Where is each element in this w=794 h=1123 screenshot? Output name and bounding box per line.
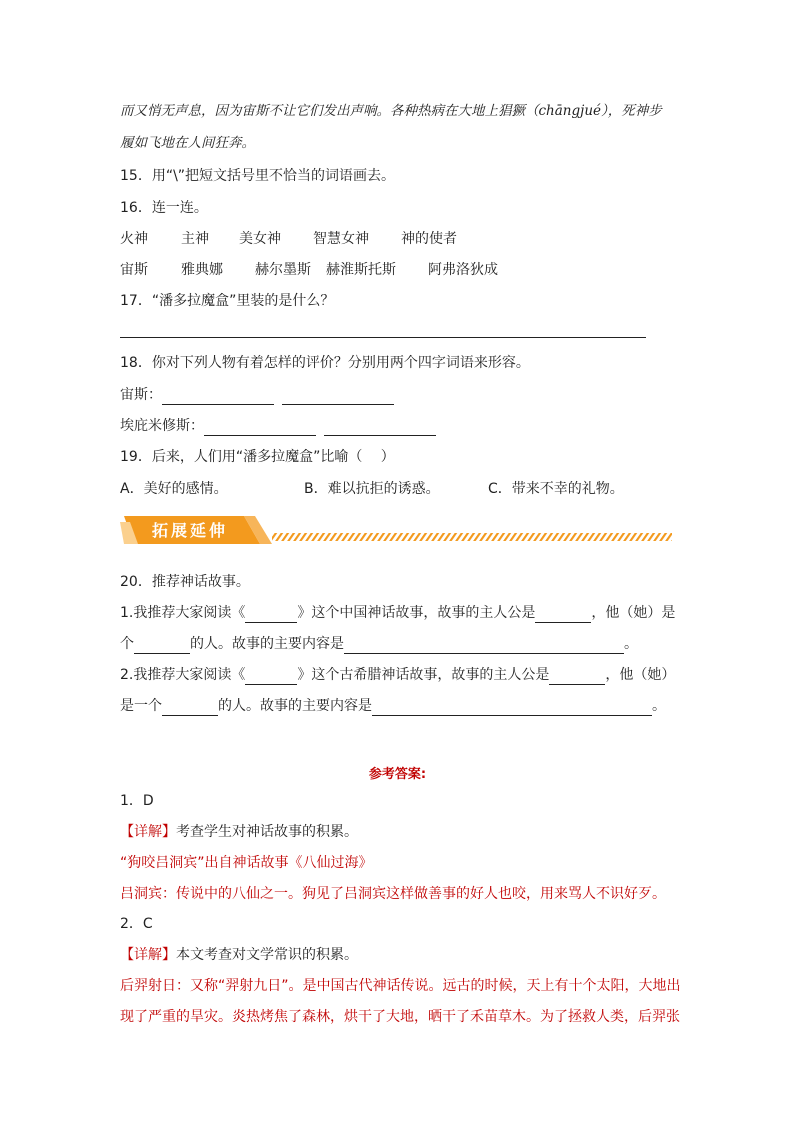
detail-2-line-2: 后羿射日：又称“羿射九日”。是中国古代神话传说。远古的时候，天上有十个太阳，大地出 [120, 978, 681, 994]
detail-1-line-2: “狗咬吕洞宾”出自神话故事《八仙过海》 [120, 855, 373, 871]
option-b[interactable]: B．难以抗拒的诱惑。 [304, 481, 440, 497]
question-16: 16．连一连。 [120, 200, 208, 216]
option-a[interactable]: A．美好的感情。 [120, 481, 228, 497]
match-item[interactable]: 阿弗洛狄成 [428, 262, 498, 278]
detail-2: 【详解】本文考查对文学常识的积累。 [120, 947, 358, 963]
answer-blank[interactable] [245, 669, 297, 685]
question-18: 18．你对下列人物有着怎样的评价？分别用两个四字词语来形容。 [120, 355, 530, 371]
answer-blank[interactable] [245, 607, 297, 623]
answer-blank[interactable] [344, 638, 624, 654]
answer-blank[interactable] [324, 420, 436, 436]
match-item[interactable]: 主神 [181, 231, 209, 247]
match-row-2 [120, 260, 498, 280]
match-item[interactable]: 美女神 [239, 231, 281, 247]
match-row-1 [120, 229, 457, 249]
answer-blank[interactable] [162, 700, 218, 716]
match-item[interactable]: 雅典娜 [181, 262, 223, 278]
answer-blank[interactable] [134, 638, 190, 654]
detail-2-line-3: 现了严重的旱灾。炎热烤焦了森林，烘干了大地，晒干了禾苗草木。为了拯救人类，后羿张 [120, 1009, 680, 1025]
passage-line-1: 而又悄无声息，因为宙斯不让它们发出声响。各种热病在大地上猖獗（chāngjué），死神步 [120, 103, 662, 119]
zeus-label: 宙斯： [120, 387, 162, 403]
epimetheus-label: 埃庇米修斯： [120, 418, 204, 434]
answer-blank[interactable] [162, 389, 274, 405]
q20-item-1-line-2: 个 的人。故事的主要内容是 。 [120, 636, 638, 652]
question-17: 17．“潘多拉魔盒”里装的是什么？ [120, 293, 335, 309]
q20-item-2-line-2: 是一个 的人。故事的主要内容是 。 [120, 698, 666, 714]
answers-title: 参考答案: [368, 767, 427, 782]
match-item[interactable]: 宙斯 [120, 262, 148, 278]
q20-item-2-line-1: 2.我推荐大家阅读《 》这个古希腊神话故事，故事的主人公是 ，他（她） [120, 667, 676, 683]
question-19: 19．后来，人们用“潘多拉魔盒”比喻（ ） [120, 449, 395, 465]
banner-title: 拓展延伸 [151, 521, 229, 540]
q19-options [120, 479, 624, 499]
answer-1: 1．D [120, 793, 154, 809]
passage-line-2: 履如飞地在人间狂奔。 [120, 135, 255, 151]
answer-blank[interactable] [549, 669, 605, 685]
epimetheus-row [120, 416, 436, 436]
match-item[interactable]: 火神 [120, 231, 148, 247]
detail-1-line-3: 吕洞宾：传说中的八仙之一。狗见了吕洞宾这样做善事的好人也咬，用来骂人不识好歹。 [120, 886, 666, 902]
detail-tag: 【详解】 [120, 947, 176, 963]
detail-1: 【详解】考查学生对神话故事的积累。 [120, 824, 358, 840]
answer-blank[interactable] [535, 607, 591, 623]
detail-tag: 【详解】 [120, 824, 176, 840]
answer-2: 2．C [120, 916, 153, 932]
question-15: 15．用“\”把短文括号里不恰当的词语画去。 [120, 168, 396, 184]
zeus-row [120, 385, 394, 405]
question-20: 20．推荐神话故事。 [120, 574, 250, 590]
match-item[interactable]: 赫尔墨斯 [255, 262, 311, 278]
match-item[interactable]: 神的使者 [401, 231, 457, 247]
answer-line-17[interactable] [120, 337, 646, 338]
answer-blank[interactable] [204, 420, 316, 436]
q20-item-1-line-1: 1.我推荐大家阅读《 》这个中国神话故事，故事的主人公是 ，他（她）是 [120, 605, 676, 621]
answer-blank[interactable] [282, 389, 394, 405]
match-item[interactable]: 赫淮斯托斯 [326, 262, 396, 278]
section-banner [120, 514, 675, 550]
option-c[interactable]: C．带来不幸的礼物。 [488, 481, 624, 497]
match-item[interactable]: 智慧女神 [313, 231, 369, 247]
answer-blank[interactable] [372, 700, 652, 716]
